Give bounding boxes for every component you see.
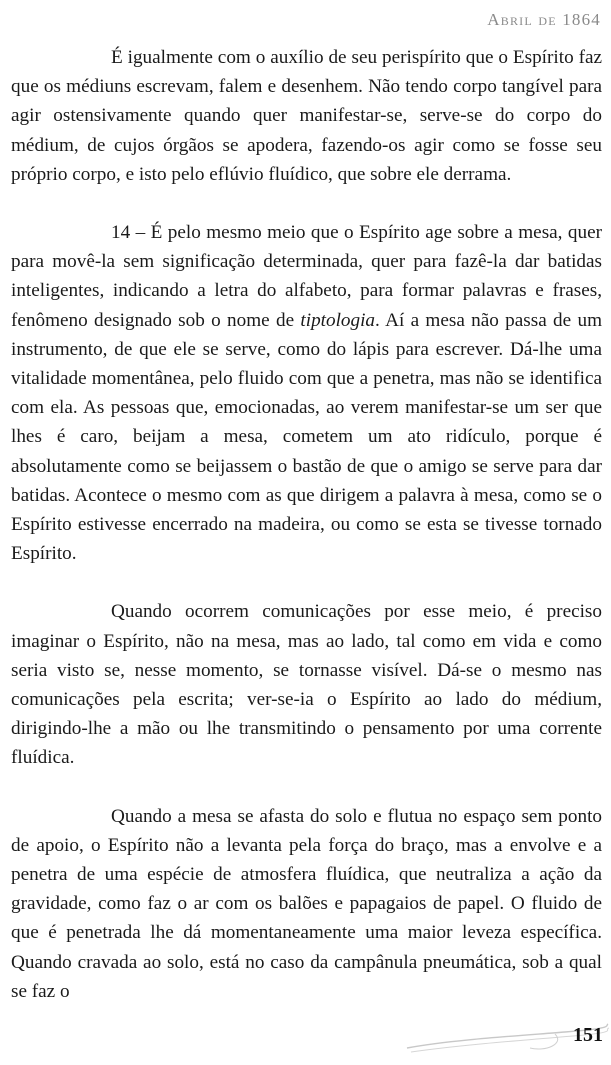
page-body	[11, 43, 602, 1006]
paragraph-2-start: 14 – É pelo mesmo meio que o Espírito age sobre a mesa, quer para movê-la sem significação determinada, quer para fazê-la dar batidas inteligentes, indicando a letra do alfabeto, para formar palavras e frases, fenômeno designado sob o nome de	[11, 222, 602, 331]
paragraph-4: Quando a mesa se afasta do solo e flutua no espaço sem ponto de apoio, o Espírito não a levanta pela força do braço, mas a envolve e a penetra de uma espécie de atmosfera fluídica, que neutraliza a ação da gravidade, como faz o ar com os balões e papagaios de papel. O fluido de que é penetrada lhe dá momentaneamente uma maior leveza específica. Quando cravada ao solo, está no caso da campânula pneumática, sob a qual se faz o	[11, 805, 602, 1002]
paragraph-2	[11, 218, 602, 568]
italic-term-tiptologia: tiptologia	[300, 309, 376, 331]
running-head: Abril de 1864	[487, 10, 601, 29]
paragraph-3: Quando ocorrem comunicações por esse meio, é preciso imaginar o Espírito, não na mesa, mas ao lado, tal como em vida e como seria visto se, nesse momento, se tornasse visível. Dá-se o mesmo nas comunicações pela escrita; ver-se-ia o Espírito ao lado do médium, dirigindo-lhe a mão ou lhe transmitindo o pensamento por uma corrente fluídica.	[11, 601, 602, 769]
paragraph-1: É igualmente com o auxílio de seu perispírito que o Espírito faz que os médiuns escrevam, falem e desenhem. Não tendo corpo tangível para agir ostensivamente quando quer manifestar-se, serve-se do corpo do médium, de cujos órgãos se apodera, fazendo-os agir como se fosse seu próprio corpo, e isto pelo eflúvio fluídico, que sobre ele derrama.	[11, 47, 602, 185]
paragraph-2-end: . Aí a mesa não passa de um instrumento, de que ele se serve, como do lápis para escrever. Dá-lhe uma vitalidade momentânea, pelo fluido com que a penetra, mas não se identifica com ela. As pessoas que, emocionadas, ao verem manifestar-se um ser que lhes é caro, beijam a mesa, cometem um ato ridículo, porque é absolutamente como se beijassem o bastão de que o amigo se serve para dar batidas. Acontece o mesmo com as que dirigem a palavra à mesa, como se o Espírito estivesse encerrado na madeira, ou como se esta se tivesse tornado Espírito.	[11, 309, 602, 565]
page-number: 151	[573, 1024, 603, 1046]
